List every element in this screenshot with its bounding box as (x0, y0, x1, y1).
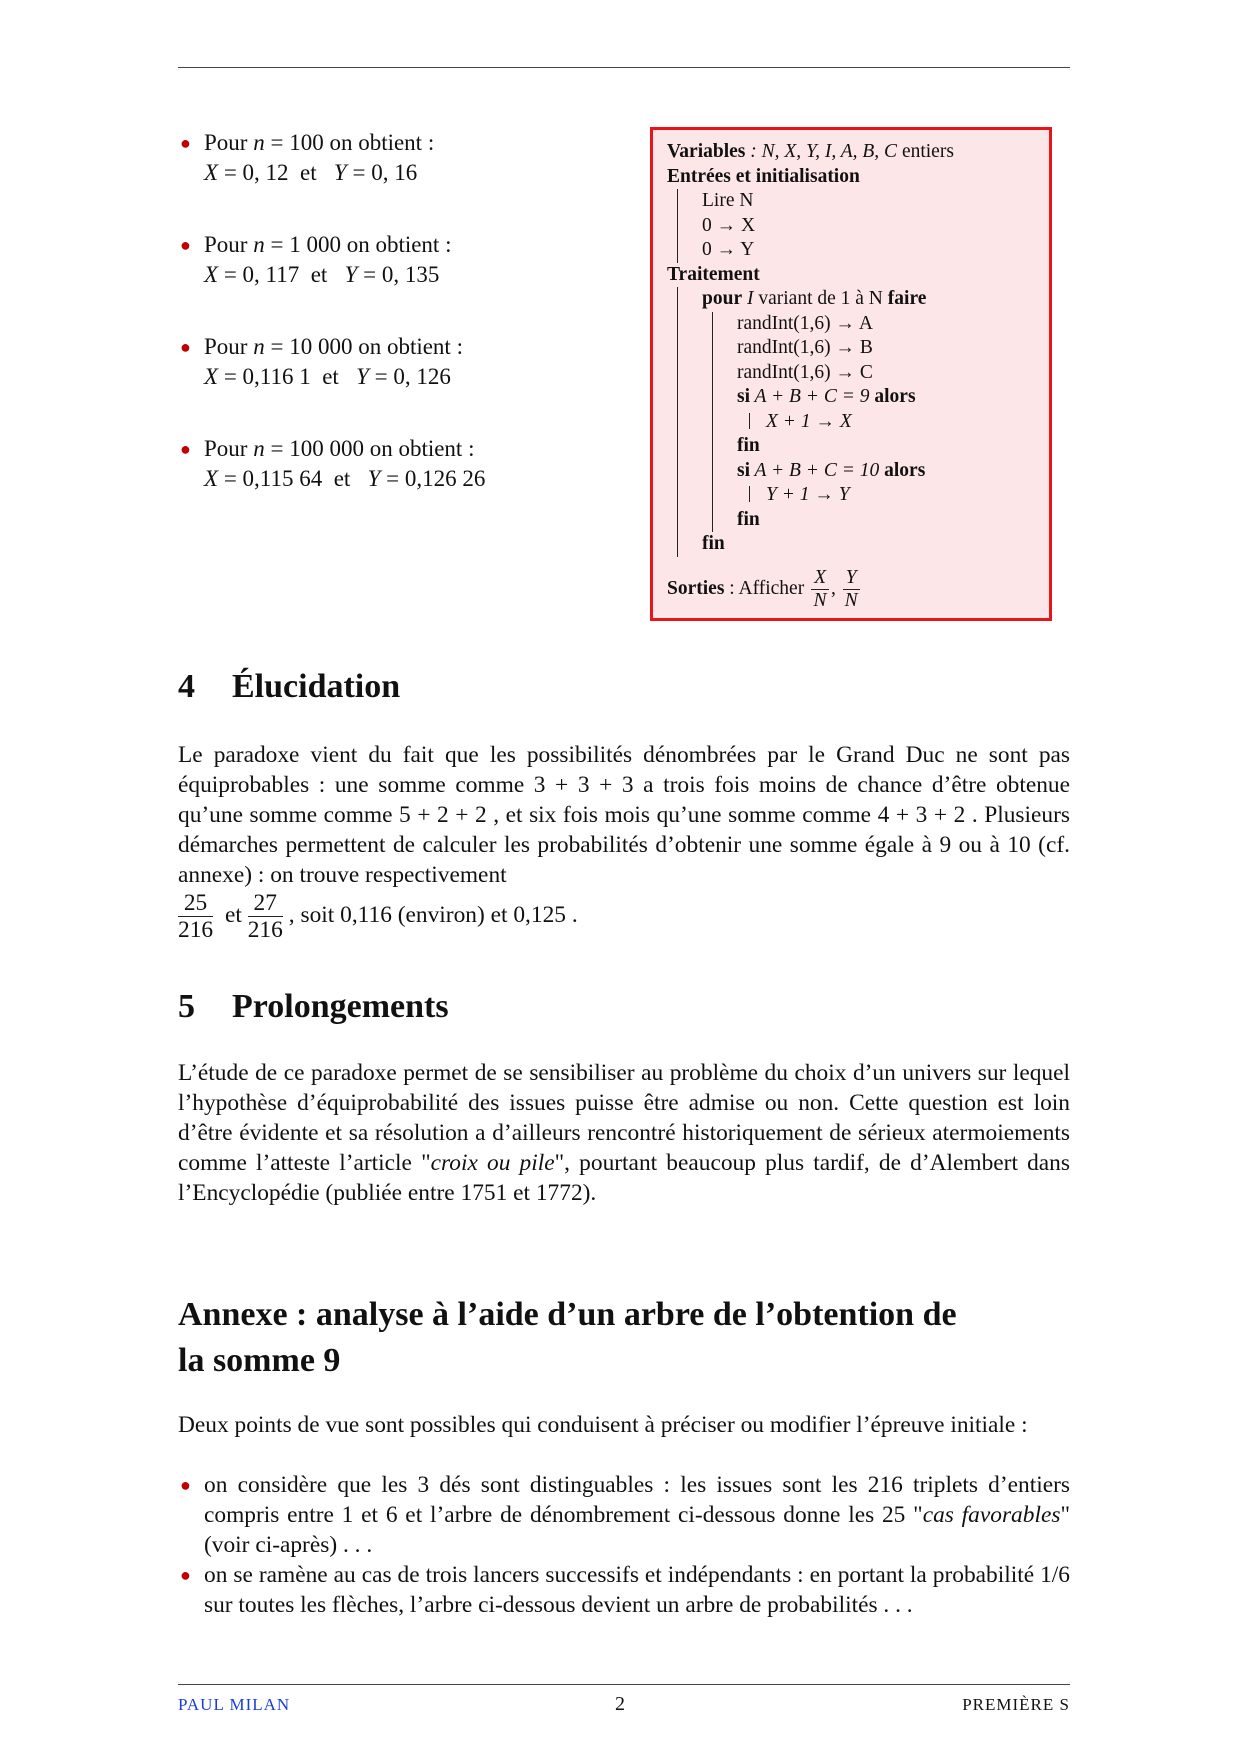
algo-line: 0 → X (702, 214, 756, 236)
fraction: $\frac{27}{216}$ (247, 890, 283, 943)
algo-if-body: X + 1 → X (737, 410, 1035, 435)
list-item: ● on se ramène au cas de trois lancers successifs et indépendants : en portant la probabilité 1/6 sur toutes les flèches, l’arbre ci-dessous devient un arbre de probabilités . . . (180, 1562, 1070, 1618)
bullet-icon: ● (180, 337, 191, 357)
algo-for-line: pour I variant de 1 à N faire (702, 288, 927, 309)
algo-outputs: Sorties : Afficher $\frac{X}{N}$ , $\frac{Y}{N}$ (667, 566, 858, 611)
result-values: X = 0, 12 et Y = 0, 16 (204, 160, 418, 185)
algo-processing-block (677, 287, 1035, 557)
fraction: $\frac{X}{N}$ (811, 567, 829, 612)
algo-end: fin (737, 508, 760, 530)
result-values: X = 0,115 64 et Y = 0,126 26 (204, 466, 486, 491)
bullet-icon: ● (180, 1475, 191, 1495)
section-heading: 5 Prolongements (178, 988, 449, 1025)
fraction: $\frac{Y}{N}$ (844, 566, 858, 611)
algo-inputs-label: Entrées et initialisation (667, 165, 860, 187)
section-paragraph: Le paradoxe vient du fait que les possibilités dénombrées par le Grand Duc ne sont pas équiprobables : une somme comme 3 + 3 + 3 a trois fois moins de chance d’être obtenue qu’une somme comme 5 + 2 + 2 , et six fois mois qu’une somme comme 4 + 3 + 2 . Plusieurs démarches permettent de calculer les probabilités d’obtenir une somme égale à 9 ou à 10 (cf. annexe) : on trouve respectivement $\frac{25}{216}$ et $\frac{27}{216}$ , soit 0,116 (environ) et 0,125 . (178, 742, 1070, 943)
bullet-icon: ● (180, 133, 191, 153)
annex-list (178, 1470, 1070, 1620)
algo-if-line: si A + B + C = 9 alors (737, 386, 916, 407)
algo-inputs-block (677, 189, 1035, 263)
results-list (178, 128, 618, 536)
list-item: ● on considère que les 3 dés sont distinguables : les issues sont les 216 triplets d’entiers compris entre 1 et 6 et l’arbre de dénombrement ci-dessous donne les 25 "cas favorables" (voir ci-après) . . . (180, 1472, 1070, 1558)
section-heading: 4 Élucidation (178, 668, 401, 705)
algo-end: fin (702, 533, 725, 554)
annex-heading: Annexe : analyse à l’aide d’un arbre de l’obtention de la somme 9 (178, 1296, 957, 1379)
result-item: ● Pour n = 1 000 on obtient : X = 0, 117 et Y = 0, 135 (178, 230, 618, 290)
section-paragraph: L’étude de ce paradoxe permet de se sensibiliser au problème du choix d’un univers sur lequel l’hypothèse d’équiprobabilité des issues puisse être admise ou non. Cette question est loin d’être évidente et sa résolution a d’ailleurs rencontré historiquement de sérieux atermoiements comme l’atteste l’article "croix ou pile", pourtant beaucoup plus tardif, de d’Alembert dans l’Encyclopédie (publiée entre 1751 et 1772). (178, 1060, 1070, 1206)
algo-line: 0 → Y (702, 239, 755, 260)
algo-line: randInt(1,6) → B (737, 337, 873, 358)
result-item: ● Pour n = 100 on obtient : X = 0, 12 et Y = 0, 16 (178, 128, 618, 188)
bullet-icon: ● (180, 1565, 191, 1585)
footer-level: PREMIÈRE S (962, 1695, 1070, 1714)
footer-rule (178, 1684, 1070, 1685)
algo-end: fin (737, 435, 760, 456)
algo-loop-block (712, 312, 1035, 533)
algo-line: randInt(1,6) → A (737, 312, 873, 334)
algo-line: Lire N (702, 190, 754, 211)
page-number: 2 (615, 1693, 625, 1715)
algo-if-body: Y + 1 → Y (737, 483, 1035, 508)
bullet-icon: ● (180, 235, 191, 255)
header-rule (178, 67, 1070, 68)
result-item: ● Pour n = 10 000 on obtient : X = 0,116 1 et Y = 0, 126 (178, 332, 618, 392)
result-values: X = 0,116 1 et Y = 0, 126 (204, 364, 451, 389)
algo-line: randInt(1,6) → C (737, 361, 873, 383)
fraction: $\frac{25}{216}$ (178, 890, 214, 943)
algorithm-box (650, 127, 1052, 621)
bullet-icon: ● (180, 439, 191, 459)
annex-intro: Deux points de vue sont possibles qui conduisent à préciser ou modifier l’épreuve initiale : (178, 1412, 1028, 1438)
result-values: X = 0, 117 et Y = 0, 135 (204, 262, 440, 287)
algo-processing-label: Traitement (667, 263, 760, 285)
footer-author: PAUL MILAN (178, 1695, 291, 1714)
algo-variables: Variables : N, X, Y, I, A, B, C entiers (667, 141, 954, 162)
result-item: ● Pour n = 100 000 on obtient : X = 0,115 64 et Y = 0,126 26 (178, 434, 618, 494)
algo-if-line: si A + B + C = 10 alors (737, 459, 926, 481)
